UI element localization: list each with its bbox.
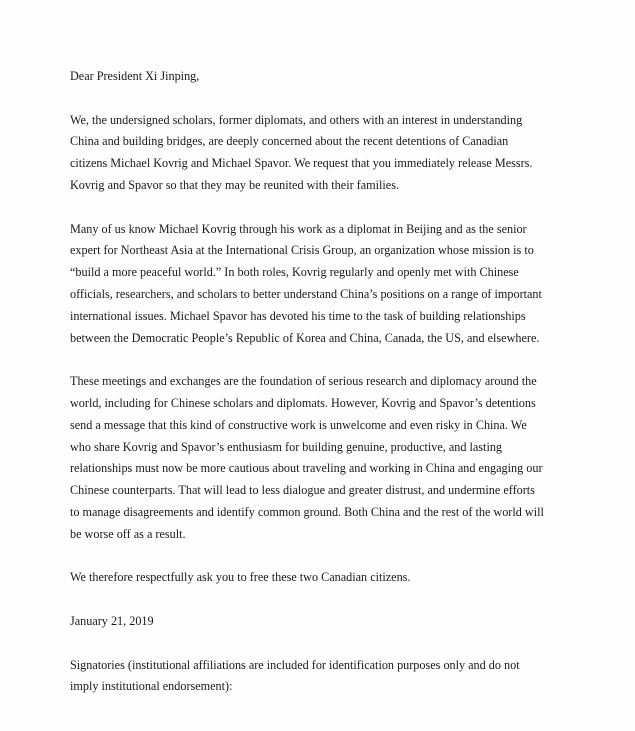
- text-line: send a message that this kind of constructive work is unwelcome and even risky in China. We: [70, 417, 527, 432]
- salutation-text: Dear President Xi Jinping,: [70, 69, 200, 83]
- text-line: officials, researchers, and scholars to better understand China’s positions on a range of important: [70, 286, 542, 301]
- text-line: relationships must now be more cautious about traveling and working in China and engaging our: [70, 461, 543, 476]
- letter-date: [70, 611, 595, 633]
- text-line: expert for Northeast Asia at the International Crisis Group, an organization whose mission is to: [70, 243, 534, 258]
- text-line: world, including for Chinese scholars and diplomats. However, Kovrig and Spavor’s detentions: [70, 395, 536, 410]
- paragraph-closing-request: [70, 567, 595, 589]
- text-line: We, the undersigned scholars, former diplomats, and others with an interest in understanding: [70, 112, 523, 127]
- text-line: imply institutional endorsement):: [70, 679, 233, 694]
- text-line: citizens Michael Kovrig and Michael Spavor. We request that you immediately release Messrs.: [70, 156, 533, 171]
- date-text: January 21, 2019: [70, 613, 154, 628]
- text-line: We therefore respectfully ask you to free these two Canadian citizens.: [70, 570, 411, 585]
- text-line: who share Kovrig and Spavor’s enthusiasm for building genuine, productive, and lasting: [70, 439, 503, 454]
- text-line: to manage disagreements and identify common ground. Both China and the rest of the world will: [70, 504, 544, 519]
- paragraph-consequences: [70, 371, 595, 545]
- text-line: These meetings and exchanges are the foundation of serious research and diplomacy around the: [70, 374, 537, 389]
- text-line: Signatories (institutional affiliations are included for identification purposes only and do not: [70, 657, 520, 672]
- text-line: international issues. Michael Spavor has devoted his time to the task of building relationships: [70, 308, 526, 323]
- text-line: between the Democratic People’s Republic of Korea and China, Canada, the US, and elsewhere.: [70, 330, 540, 345]
- paragraph-request: [70, 110, 595, 197]
- text-line: Kovrig and Spavor so that they may be reunited with their families.: [70, 177, 399, 192]
- text-line: be worse off as a result.: [70, 526, 186, 541]
- paragraph-background: [70, 219, 595, 350]
- text-line: Many of us know Michael Kovrig through his work as a diplomat in Beijing and as the senior: [70, 221, 527, 236]
- salutation: [70, 66, 595, 88]
- text-line: Chinese counterparts. That will lead to less dialogue and greater distrust, and undermine efforts: [70, 483, 535, 498]
- text-line: “build a more peaceful world.” In both roles, Kovrig regularly and openly met with Chinese: [70, 265, 519, 280]
- signatories-note: [70, 655, 595, 699]
- text-line: China and building bridges, are deeply concerned about the recent detentions of Canadian: [70, 134, 509, 149]
